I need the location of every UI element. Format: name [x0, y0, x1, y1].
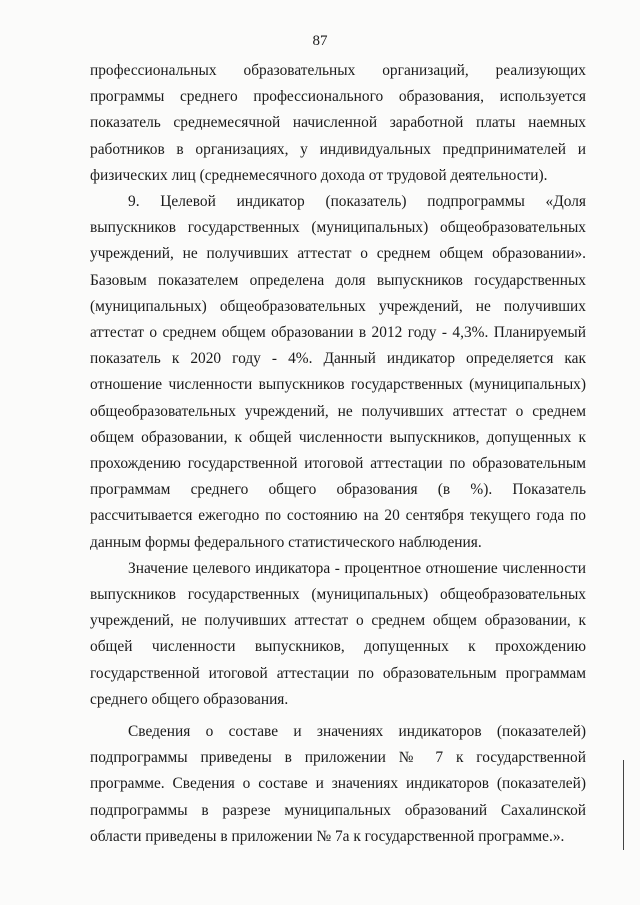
scan-edge-mark	[623, 760, 624, 850]
document-body	[90, 58, 586, 850]
paragraph-indicator-9: 9. Целевой индикатор (показатель) подпрограммы «Доля выпускников государственных (муниципальных) общеобразовательных учреждений, не получивших аттестат о среднем общем образовании». Базовым показателем определена доля выпускников государственных (муниципальных) общеобразовательных учреждений, не получивших аттестат о среднем общем образовании в 2012 году - 4,3%. Планируемый показатель к 2020 году - 4%. Данный индикатор определяется как отношение численности выпускников государственных (муниципальных) общеобразовательных учреждений, не получивших аттестат о среднем общем образовании, к общей численности выпускников, допущенных к прохождению государственной итоговой аттестации по образовательным программам среднего общего образования (в %). Показатель рассчитывается ежегодно по состоянию на 20 сентября текущего года по данным формы федерального статистического наблюдения.	[90, 193, 586, 551]
paragraph-appendix-reference: Сведения о составе и значениях индикаторов (показателей) подпрограммы приведены в приложении № 7 к государственной программе. Сведения о составе и значениях индикаторов (показателей) подпрограммы в разрезе муниципальных образований Сахалинской области приведены в приложении № 7а к государственной программе.».	[90, 723, 586, 845]
paragraph-indicator-value: Значение целевого индикатора - процентное отношение численности выпускников государственных (муниципальных) общеобразовательных учреждений, не получивших аттестат о среднем общем образовании, к общей численности выпускников, допущенных к прохождению государственной итоговой аттестации по образовательным программам среднего общего образования.	[90, 559, 586, 708]
page-number: 87	[312, 33, 328, 49]
paragraph-continuation: профессиональных образовательных организаций, реализующих программы среднего профессионального образования, используется показатель среднемесячной начисленной заработной платы наемных работников в организациях, у индивидуальных предпринимателей и физических лиц (среднемесячного дохода от трудовой деятельности).	[90, 62, 586, 184]
